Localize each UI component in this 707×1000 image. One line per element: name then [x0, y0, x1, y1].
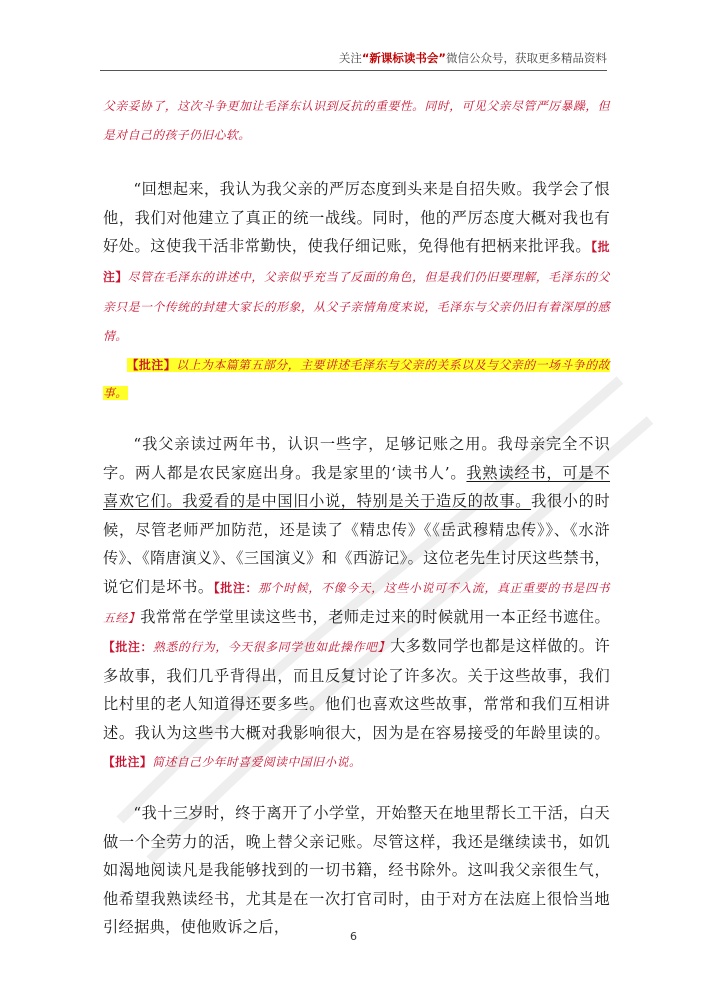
summary-annotation-text: 以上为本篇第五部分，主要讲述毛泽东与父亲的关系以及与父亲的一场斗争的故事。: [103, 357, 610, 401]
annotation-text: 熟悉的行为，今天很多同学也如此操作吧】: [152, 640, 391, 655]
header-prefix: 关注: [338, 51, 362, 65]
paragraph-reading: [103, 430, 610, 777]
paragraph-reading-text-d: 大多数同学也都是这样做的。许多故事，我们几乎背得出，而且反复讨论了许多次。关于这些故事，我们比村里的老人知道得还要多些。他们也喜欢这些故事，常常和我们互相讲述。我认为这些书大概对我影响很大，因为是在容易接受的年龄里读的。: [103, 637, 610, 742]
annotation-text: 简述自己少年时喜爱阅读中国旧小说。: [152, 755, 362, 770]
paragraph-reading-text-c: 我常常在学堂里读这些书，老师走过来的时候就用一本正经书遮住。: [140, 607, 610, 626]
annotation-tag: 【批注】: [103, 755, 153, 770]
annotation-text: 尽管在毛泽东的讲述中，父亲似乎充当了反面的角色，但是我们仍旧要理解，毛泽东的父亲只是一个传统的封建大家长的形象，从父子亲情角度来说，毛泽东与父亲仍旧有着深厚的感情。: [103, 269, 610, 344]
summary-annotation-tag: 【批注】: [126, 357, 177, 372]
summary-annotation: [103, 351, 610, 408]
page-header: [339, 50, 607, 66]
intro-annotation: [103, 92, 610, 149]
annotation-text: 那个时候，不像今天，这些小说可不入流，真正重要的书是四书五经】: [103, 580, 610, 625]
paragraph-reading-text-b: 我很小的时候，尽管老师严加防范，还是读了《精忠传》《《岳武穆精忠传》》、《水浒传》、《隋唐演义》、《三国演义》和《西游记》。这位老先生讨厌这些禁书，说它们是坏书。: [103, 492, 610, 596]
paragraph-recollection: [103, 175, 610, 351]
annotation-familiar-behavior: [103, 640, 390, 654]
paragraph-age-thirteen-text: “我十三岁时，终于离开了小学堂，开始整天在地里帮长工干活，白天做一个全劳力的活，晚上替父亲记账。尽管这样，我还是继续读书，如饥如渴地阅读凡是我能够找到的一切书籍，经书除外。这叫我父亲很生气，他希望我熟读经书，尤其是在一次打官司时，由于对方在法庭上很恰当地引经据典，使他败诉之后，: [103, 804, 610, 937]
annotation-tag: 【批注：: [103, 640, 153, 655]
annotation-tag: 【批注】: [103, 240, 610, 284]
annotation-tag: 【批注：: [213, 580, 259, 595]
underlined-sentence: 我熟读经书，可是不喜欢它们。我爱看的是中国旧小说，特别是关于造反的故事。: [103, 463, 611, 511]
header-divider: [100, 70, 607, 71]
intro-annotation-text: 父亲妥协了，这次斗争更加让毛泽东认识到反抗的重要性。同时，可见父亲尽管严厉暴躁，但是对自己的孩子仍旧心软。: [103, 99, 610, 142]
header-highlight: “新课标读书会”: [361, 51, 446, 65]
annotation-novels: [103, 755, 361, 769]
annotation-father-role: [103, 240, 610, 343]
page-number: 6: [350, 930, 357, 943]
paragraph-recollection-text: “回想起来，我认为我父亲的严厉态度到头来是自招失败。我学会了恨他，我们对他建立了真正的统一战线。同时，他的严厉态度大概对我也有好处。这使我干活非常勤快，使我仔细记账，免得他有把柄来批评我。: [103, 180, 610, 256]
paragraph-age-thirteen: [103, 799, 610, 942]
paragraph-reading-text-a: “我父亲读过两年书，认识一些字，足够记账之用。我母亲完全不识字。两人都是农民家庭出身。我是家里的‘读书人’。: [103, 434, 610, 482]
summary-annotation-highlight: [103, 358, 610, 401]
page-body: [103, 92, 610, 942]
header-suffix: 微信公众号，获取更多精品资料: [446, 51, 607, 65]
